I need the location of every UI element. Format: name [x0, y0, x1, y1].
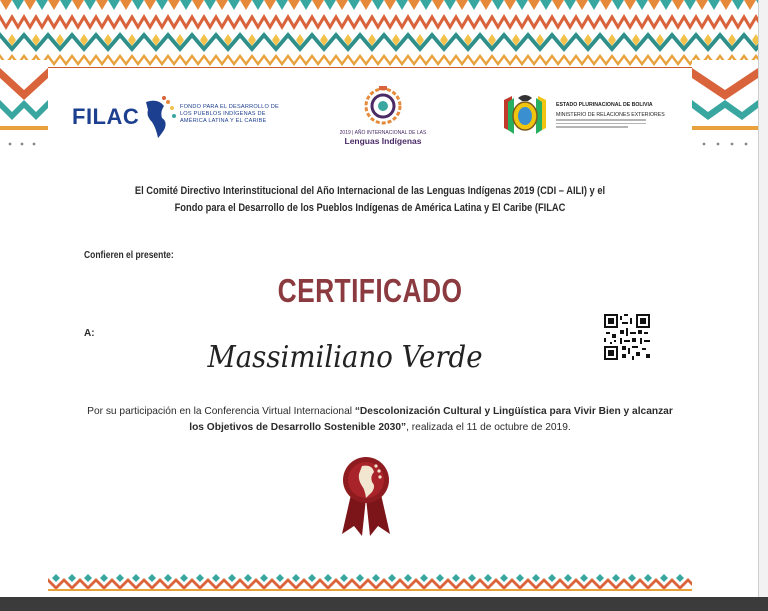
wax-seal-ribbon [332, 454, 400, 538]
participation-statement [80, 404, 680, 436]
top-decorative-border [0, 0, 758, 72]
viewer-right-margin [758, 0, 768, 597]
filac-logo [72, 96, 279, 140]
confieren-label: Confieren el presente: [84, 250, 174, 261]
statement-prefix: Por su participación en la Conferencia Virtual Internacional [87, 406, 355, 417]
filac-wordmark: FILAC [72, 104, 140, 129]
issuing-committee-heading [97, 183, 643, 217]
filac-subtitle: FONDO PARA EL DESARROLLO DE LOS PUEBLOS INDÍGENAS DE AMÉRICA LATINA Y EL CARIBE [180, 104, 279, 124]
international-year-line: 2019 | AÑO INTERNACIONAL DE LAS [339, 130, 427, 136]
bolivia-ministry: MINISTERIO DE RELACIONES EXTERIORES [556, 112, 665, 118]
right-decorative-border [692, 60, 758, 180]
international-year-logo [338, 86, 428, 150]
bolivia-title: ESTADO PLURINACIONAL DE BOLIVIA [556, 102, 653, 108]
americas-map-icon [138, 96, 178, 140]
bolivia-coat-of-arms-icon [498, 92, 552, 138]
recipient-label: A: [84, 328, 95, 339]
horizontal-scrollbar[interactable] [0, 597, 768, 611]
indigenous-languages-emblem-icon [364, 86, 402, 128]
bolivia-fine-print [556, 119, 646, 130]
statement-suffix: , realizada el 11 de octubre de 2019. [406, 422, 571, 433]
left-decorative-border [0, 60, 48, 180]
heading-line-1: El Comité Directivo Interinstitucional del Año Internacional de las Lenguas Indígenas 2019 (CDI – AILI) y el [134, 185, 606, 197]
qr-code [604, 314, 650, 360]
event-title: “Descolonización Cultural y Lingüística para Vivir Bien y alcanzar los Objetivos de Desarrollo Sostenible 2030” [189, 406, 673, 433]
heading-line-2: Fondo para el Desarrollo de los Pueblos Indígenas de América Latina y El Caribe (FILAC [174, 202, 566, 214]
bolivia-ministry-logo [498, 92, 665, 140]
indigenous-languages-name: Lenguas Indígenas [344, 136, 422, 146]
certificate-title: CERTIFICADO [277, 272, 463, 309]
recipient-name: Massimiliano Verde [207, 340, 483, 375]
bottom-decorative-border [48, 574, 692, 592]
